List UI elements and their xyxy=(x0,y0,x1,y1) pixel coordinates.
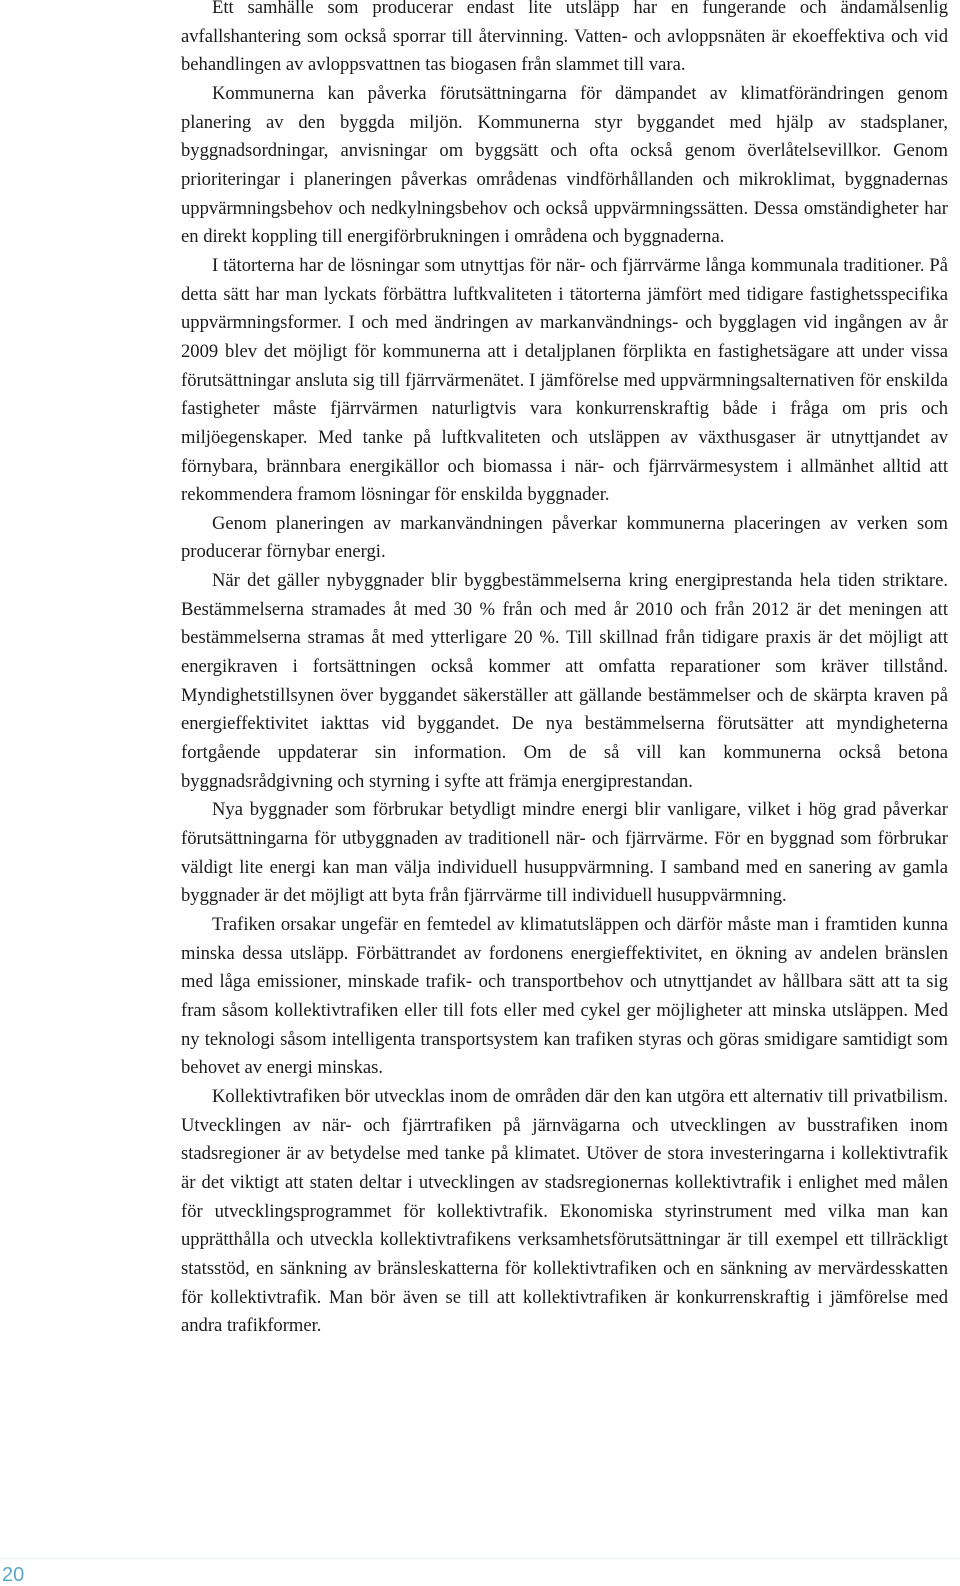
paragraph: I tätorterna har de lösningar som utnyttjas för när- och fjärrvärme långa kommunala traditioner. På detta sätt har man lyckats förbättra luftkvaliteten i tätorterna jämfört med tidigare fastighetsspecifika uppvärmningsformer. I och med ändringen av markanvändnings- och bygglagen vid ingången av år 2009 blev det möjligt för kommunerna att i detaljplanen förplikta en fastighetsägare att under vissa förutsättningar ansluta sig till fjärrvärmenätet. I jämförelse med uppvärmningsalternativen för enskilda fastigheter måste fjärrvärmen naturligtvis vara konkurrenskraftig både i fråga om pris och miljöegenskaper. Med tanke på luftkvaliteten och utsläppen av växthusgaser är utnyttjandet av förnybara, brännbara energikällor och biomassa i när- och fjärrvärmesystem i allmänhet alltid att rekommendera framom lösningar för enskilda byggnader. xyxy=(181,254,948,506)
paragraph: Kommunerna kan påverka förutsättningarna för dämpandet av klimatförändringen genom planering av den byggda miljön. Kommunerna styr byggandet med hjälp av stadsplaner, byggnadsordningar, anvisningar om byggsätt och ofta också genom överlåtelsevillkor. Genom prioriteringar i planeringen påverkas områdenas vindförhållanden och mikroklimat, byggnadernas uppvärmningsbehov och nedkylningsbehov och också uppvärmningssätten. Dessa omständigheter har en direkt koppling till energiförbrukningen i områdena och byggnaderna. xyxy=(181,82,948,248)
footer-divider xyxy=(0,1558,960,1559)
paragraph: Genom planeringen av markanvändningen påverkar kommunerna placeringen av verken som producerar förnybar energi. xyxy=(181,512,948,563)
paragraph: Nya byggnader som förbrukar betydligt mindre energi blir vanligare, vilket i hög grad påverkar förutsättningarna för utbyggnaden av traditionell när- och fjärrvärme. För en byggnad som förbrukar väldigt lite energi kan man välja individuell husuppvärmning. I samband med en sanering av gamla byggnader är det möjligt att byta från fjärrvärme till individuell husuppvärmning. xyxy=(181,799,948,907)
paragraph: Trafiken orsakar ungefär en femtedel av klimatutsläppen och därför måste man i framtiden kunna minska dessa utsläpp. Förbättrandet av fordonens energieffektivitet, en ökning av andelen bränslen med låga emissioner, minskade trafik- och transportbehov och utnyttjandet av hållbara sätt att ta sig fram såsom kollektivtrafiken eller till fots eller med cykel ger möjligheter att minska utsläppen. Med ny teknologi såsom intelligenta transportsystem kan trafiken styras och göras smidigare samtidigt som behovet av energi minskas. xyxy=(181,914,948,1079)
page-number: 20 xyxy=(2,1564,25,1586)
paragraph: När det gäller nybyggnader blir byggbestämmelserna kring energiprestanda hela tiden striktare. Bestämmelserna stramades åt med 30 % från och med år 2010 och från 2012 är det meningen att bestämmelserna stramas åt med ytterligare 20 %. Till skillnad från tidigare praxis är det möjligt att energikraven i fortsättningen också kommer att omfatta reparationer som kräver tillstånd. Myndighetstillsynen över byggandet säkerställer att gällande bestämmelser och de skärpta kraven på energieffektivitet iakttas vid byggandet. De nya bestämmelserna förutsätter att myndigheterna fortgående uppdaterar sin information. Om de så vill kan kommunerna också betona byggnadsrådgivning och styrning i syfte att främja energiprestandan. xyxy=(181,570,948,792)
paragraph: Ett samhälle som producerar endast lite utsläpp har en fungerande och ändamålsenlig avfallshantering som också sporrar till återvinning. Vatten- och avloppsnäten är ekoeffektiva och vid behandlingen av avloppsvattnen tas biogasen från slammet till vara. xyxy=(181,0,948,76)
document-body xyxy=(181,0,948,1341)
paragraph: Kollektivtrafiken bör utvecklas inom de områden där den kan utgöra ett alternativ till privatbilism. Utvecklingen av när- och fjärrtrafiken på järnvägarna och utvecklingen av busstrafiken inom stadsregioner är av betydelse med tanke på klimatet. Utöver de stora investeringarna i kollektivtrafik är det viktigt att staten deltar i utvecklingen av stadsregionernas kollektivtrafik i enlighet med målen för utvecklingsprogrammet för kollektivtrafik. Ekonomiska styrinstrument med vilka man kan upprätthålla och utveckla kollektivtrafikens verksamhetsförutsättningar är till exempel ett tillräckligt statsstöd, en sänkning av bränsleskatterna för kollektivtrafiken och en sänkning av mervärdesskatten för kollektivtrafik. Man bör även se till att kollektivtrafiken är konkurrenskraftig i jämförelse med andra trafikformer. xyxy=(181,1085,948,1337)
